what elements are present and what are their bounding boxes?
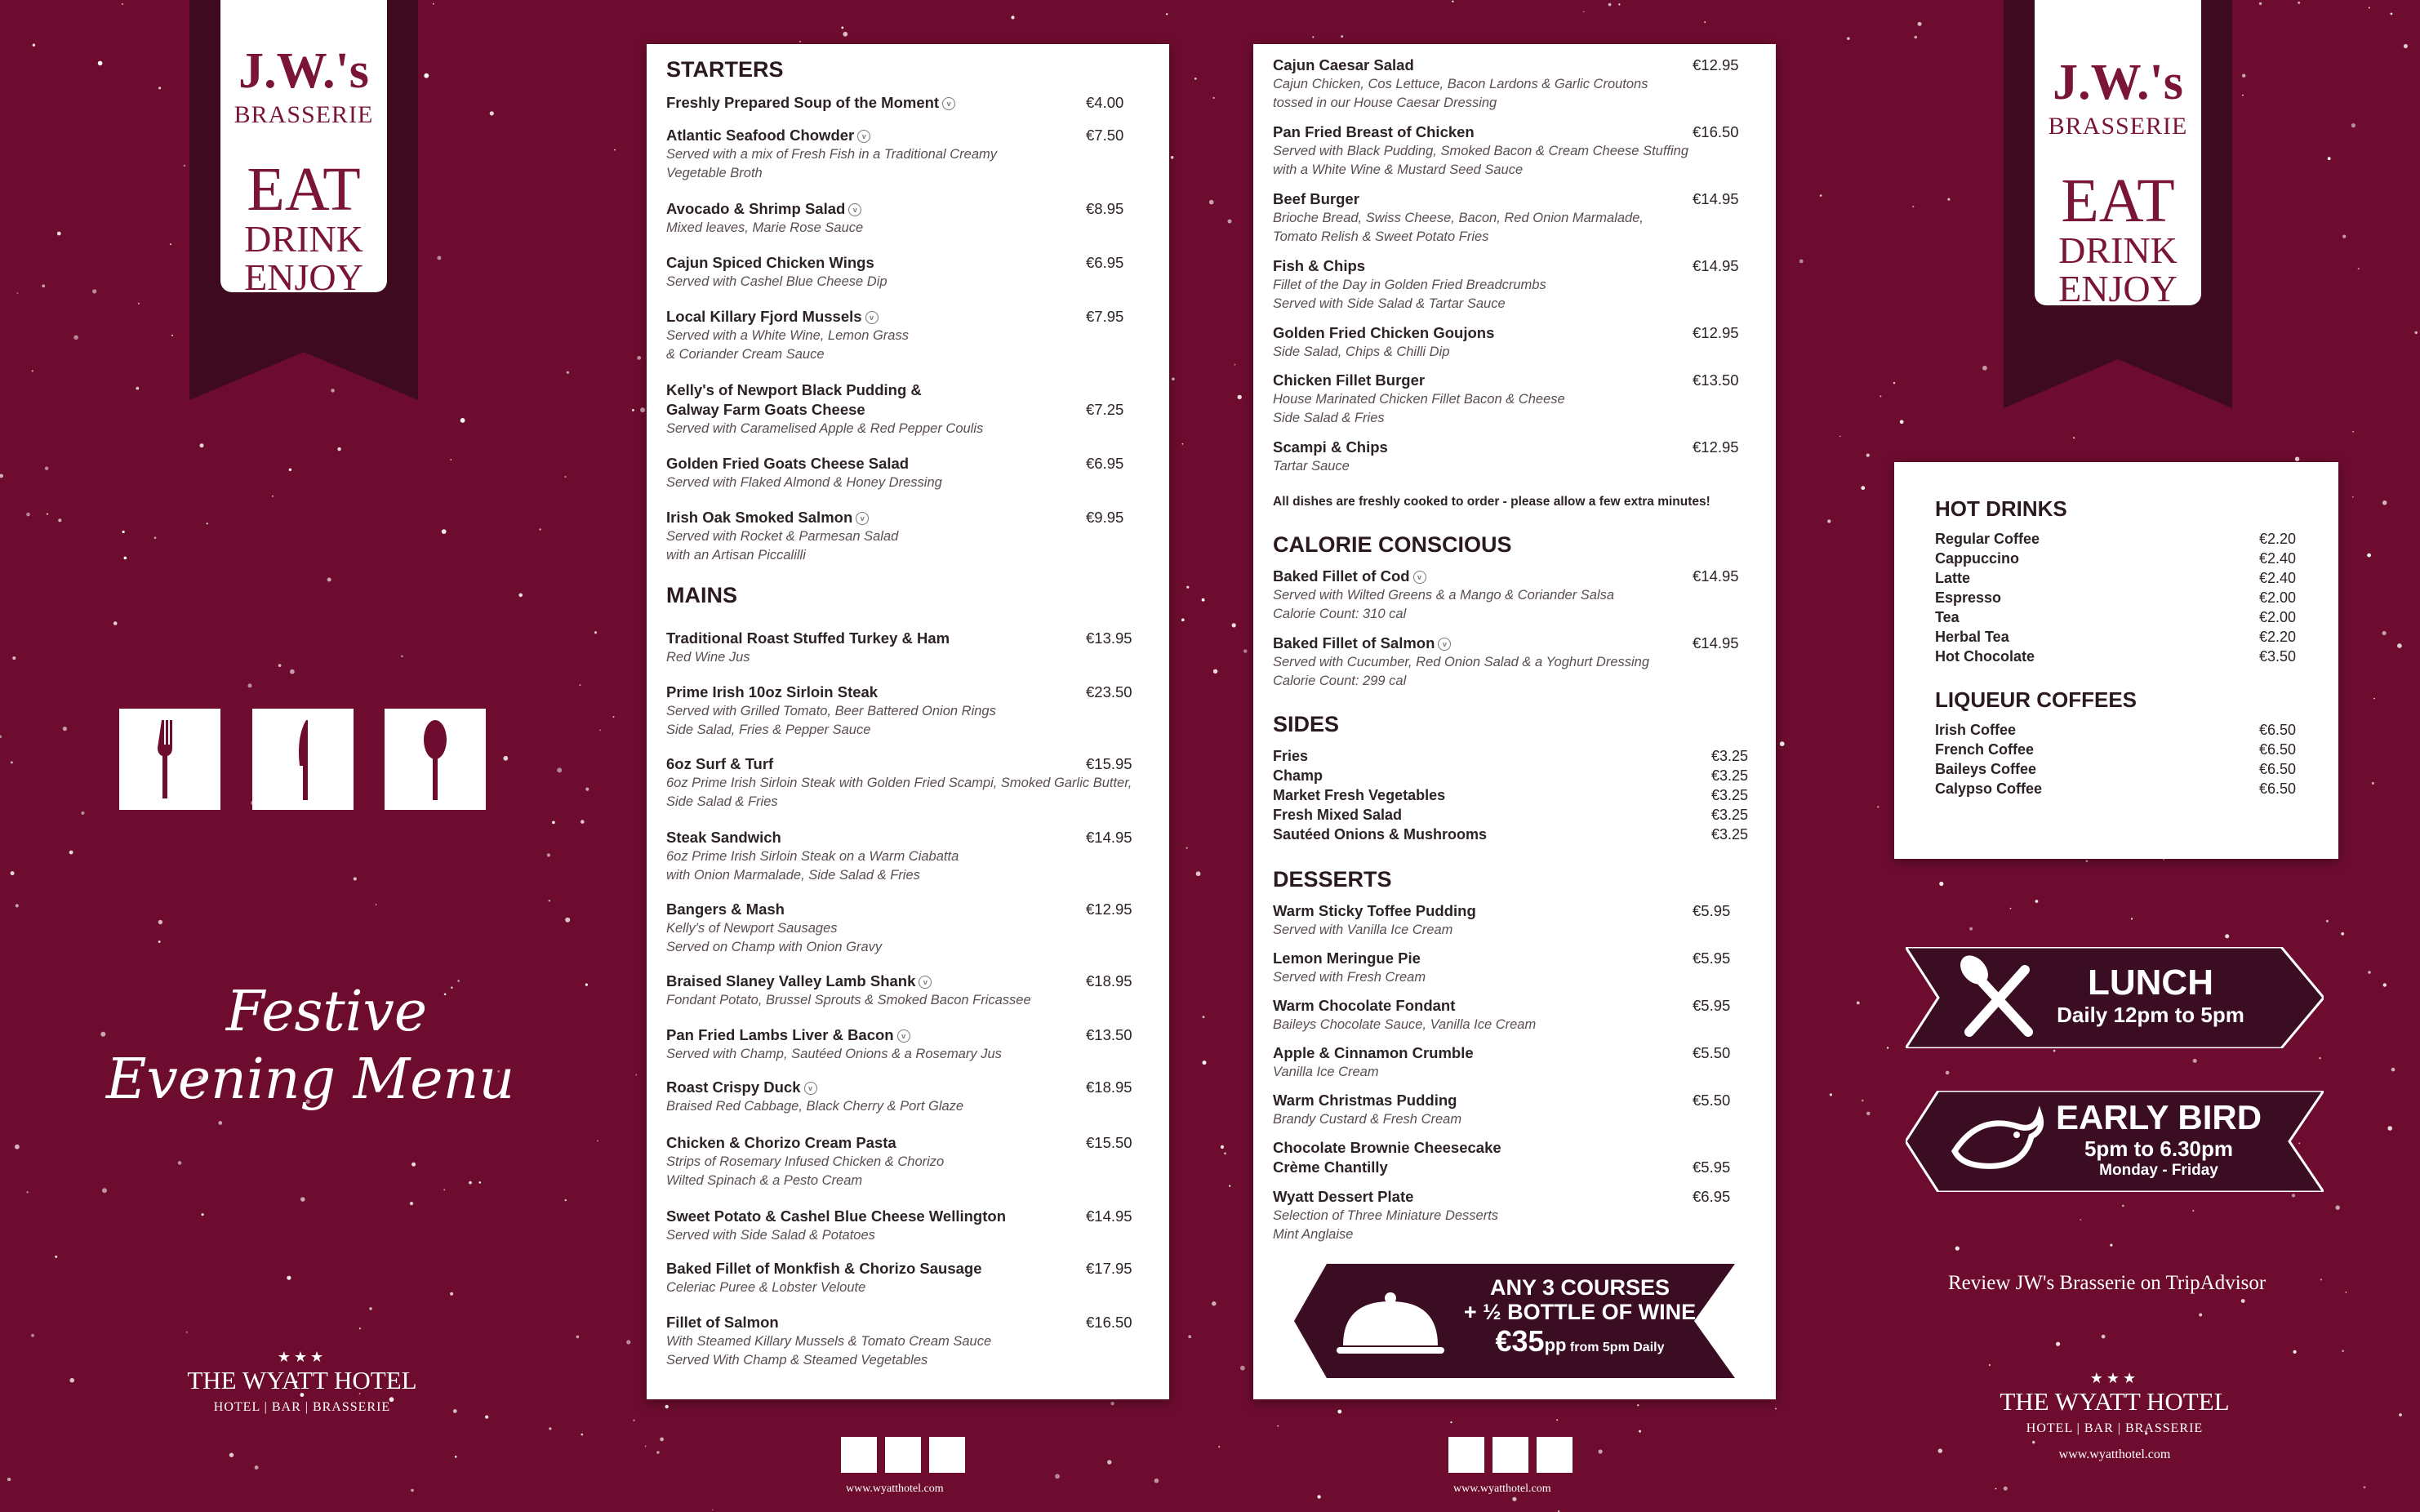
section-title-mains: MAINS — [666, 583, 737, 607]
item-description: Served with Cashel Blue Cheese Dip — [666, 274, 887, 289]
item-description: Mixed leaves, Marie Rose Sauce — [666, 220, 864, 235]
item-name: Atlantic Seafood Chowder v — [666, 126, 1150, 145]
item-description: & Coriander Cream Sauce — [666, 347, 825, 362]
footer-icons-right — [1448, 1437, 1573, 1473]
item-description: Served with Flaked Almond & Honey Dressing — [666, 475, 942, 490]
brand-card — [220, 0, 387, 298]
item-name: Local Killary Fjord Mussels v — [666, 307, 1150, 327]
menu-item — [666, 1078, 1150, 1116]
section-title-hot-drinks: HOT DRINKS — [1935, 496, 2067, 521]
menu-item — [1273, 189, 1756, 247]
menu-item — [666, 972, 1150, 1010]
vegetarian-icon: v — [942, 97, 955, 110]
row-name: Cappuccino — [1935, 550, 2020, 567]
tripadvisor-link[interactable]: Review JW's Brasserie on TripAdvisor — [1948, 1272, 2267, 1294]
menu-item — [666, 754, 1150, 812]
item-name: Cajun Spiced Chicken Wings — [666, 254, 874, 271]
item-name: Traditional Roast Stuffed Turkey & Ham — [666, 629, 950, 647]
item-price: €23.50 — [1086, 683, 1132, 700]
menu-item — [1273, 371, 1756, 428]
item-price: €5.95 — [1693, 949, 1731, 967]
item-description: 6oz Prime Irish Sirloin Steak with Golden Fried Scampi, Smoked Garlic Butter, — [666, 776, 1132, 790]
fork-icon — [841, 1437, 877, 1473]
menu-item — [666, 126, 1150, 183]
row-name: Calypso Coffee — [1935, 780, 2043, 797]
item-name: Galway Farm Goats Cheese — [666, 401, 865, 418]
hotel-url[interactable]: www.wyatthotel.com — [2058, 1448, 2171, 1461]
item-description: Served with Caramelised Apple & Red Pepper Coulis — [666, 421, 984, 436]
row-name: Fries — [1273, 748, 1309, 764]
vegetarian-icon: v — [919, 976, 932, 989]
menu-item — [666, 900, 1150, 957]
row-price: €6.50 — [2258, 780, 2296, 797]
item-price: €12.95 — [1693, 56, 1739, 73]
row-name: French Coffee — [1935, 741, 2035, 758]
menu-item — [1273, 122, 1756, 180]
menu-panel-drinks — [1894, 462, 2338, 859]
lunch-title: LUNCH — [2088, 963, 2213, 1003]
item-description: Tartar Sauce — [1273, 459, 1350, 474]
item-name: Baked Fillet of Salmon v — [1273, 634, 1756, 653]
item-name: Golden Fried Chicken Goujons — [1273, 324, 1495, 341]
item-name: Beef Burger — [1273, 190, 1359, 207]
item-name: Scampi & Chips — [1273, 438, 1388, 456]
item-name: Apple & Cinnamon Crumble — [1273, 1044, 1474, 1061]
item-description: Served with Champ, Sautéed Onions & a Rosemary Jus — [666, 1047, 1002, 1061]
section-title-calorie: CALORIE CONSCIOUS — [1273, 532, 1512, 557]
row-name: Irish Coffee — [1935, 722, 2017, 738]
menu-item — [1273, 634, 1756, 691]
offer-line1: ANY 3 COURSES — [1489, 1275, 1670, 1300]
price-row — [1935, 740, 2296, 759]
menu-item — [666, 1133, 1150, 1190]
item-description: Side Salad & Fries — [666, 794, 778, 809]
hotel-sub: HOTEL | BAR | BRASSERIE — [213, 1400, 391, 1414]
menu-item — [1273, 1138, 1756, 1177]
early-title: EARLY BIRD — [2055, 1098, 2262, 1136]
brand-enjoy: ENJOY — [244, 256, 363, 298]
item-name: Prime Irish 10oz Sirloin Steak — [666, 683, 879, 700]
item-description: Strips of Rosemary Infused Chicken & Chorizo — [666, 1154, 945, 1169]
row-name: Herbal Tea — [1935, 629, 2009, 645]
price-row — [1273, 785, 1748, 805]
brand-enjoy: ENJOY — [2058, 267, 2178, 309]
row-price: €3.25 — [1710, 807, 1748, 823]
item-name: Avocado & Shrimp Salad v — [666, 199, 1150, 219]
row-name: Baileys Coffee — [1935, 761, 2037, 777]
item-price: €16.50 — [1086, 1314, 1132, 1331]
brand-drink: DRINK — [244, 218, 363, 260]
item-price: €12.95 — [1693, 324, 1739, 341]
price-row — [1935, 779, 2296, 798]
item-price: €17.95 — [1086, 1260, 1132, 1277]
item-name: Roast Crispy Duck v — [666, 1078, 1150, 1097]
section-title-starters: STARTERS — [666, 57, 784, 82]
menu-item — [1273, 1187, 1756, 1244]
item-name: Golden Fried Goats Cheese Salad — [666, 455, 910, 472]
item-price: €5.50 — [1693, 1044, 1731, 1061]
menu-item — [1273, 901, 1756, 940]
item-name: 6oz Surf & Turf — [666, 755, 774, 772]
menu-item — [1273, 256, 1756, 314]
row-price: €2.00 — [2258, 609, 2296, 625]
item-name: Baked Fillet of Cod v — [1273, 567, 1756, 586]
footer-icons-left — [841, 1437, 965, 1473]
menu-item — [1273, 56, 1756, 113]
row-name: Fresh Mixed Salad — [1273, 807, 1403, 823]
menu-item — [1273, 1043, 1756, 1082]
brand-subtitle: BRASSERIE — [234, 101, 374, 128]
item-price: €14.95 — [1086, 1207, 1132, 1225]
festive-line1: Festive — [225, 980, 428, 1044]
item-description: Served with Fresh Cream — [1273, 970, 1426, 985]
item-description: Brioche Bread, Swiss Cheese, Bacon, Red Onion Marmalade, — [1273, 211, 1644, 225]
brand-drink: DRINK — [2058, 229, 2178, 271]
row-name: Hot Chocolate — [1935, 648, 2035, 665]
price-row — [1935, 529, 2296, 549]
bird-icon — [1938, 1091, 2053, 1192]
item-price: €14.95 — [1693, 634, 1739, 651]
row-name: Regular Coffee — [1935, 531, 2040, 547]
item-name: Steak Sandwich — [666, 829, 781, 846]
item-description: Fillet of the Day in Golden Fried Breadcrumbs — [1273, 278, 1546, 292]
menu-item — [1273, 1091, 1756, 1129]
hotel-name: THE WYATT HOTEL — [2000, 1387, 2230, 1416]
item-description: Side Salad, Chips & Chilli Dip — [1273, 345, 1450, 359]
row-price: €6.50 — [2258, 761, 2296, 777]
festive-line2: Evening Menu — [105, 1047, 515, 1112]
vegetarian-icon: v — [865, 311, 879, 324]
brand-eat: EAT — [247, 155, 361, 224]
row-price: €3.50 — [2258, 648, 2296, 665]
item-name: Lemon Meringue Pie — [1273, 949, 1421, 967]
menu-item — [666, 828, 1150, 885]
row-price: €6.50 — [2258, 722, 2296, 738]
item-name: Kelly's of Newport Black Pudding & — [666, 381, 922, 398]
item-price: €16.50 — [1693, 123, 1739, 140]
item-description: Cajun Chicken, Cos Lettuce, Bacon Lardons & Garlic Croutons — [1273, 77, 1648, 91]
item-description: Served with Side Salad & Potatoes — [666, 1228, 875, 1243]
item-name: Chicken & Chorizo Cream Pasta — [666, 1134, 896, 1151]
knife-icon — [1492, 1437, 1528, 1473]
early-days: Monday - Friday — [2099, 1162, 2218, 1179]
menu-panel-more — [1253, 44, 1776, 1399]
item-description: Baileys Chocolate Sauce, Vanilla Ice Cream — [1273, 1017, 1537, 1032]
price-row — [1935, 647, 2296, 666]
section-title-liqueur: LIQUEUR COFFEES — [1935, 687, 2138, 712]
brand-name: J.W.'s — [238, 43, 369, 99]
footer-url-left[interactable]: www.wyatthotel.com — [846, 1483, 944, 1495]
item-description: with an Artisan Piccalilli — [666, 548, 806, 563]
vegetarian-icon: v — [857, 130, 870, 143]
item-name: Crème Chantilly — [1273, 1158, 1388, 1176]
offer-banner — [1294, 1264, 1735, 1378]
offer-from: from 5pm Daily — [1569, 1341, 1665, 1354]
notice-text: All dishes are freshly cooked to order - please allow a few extra minutes! — [1273, 495, 1710, 509]
menu-item — [666, 454, 1150, 492]
item-name: Chocolate Brownie Cheesecake — [1273, 1139, 1501, 1156]
item-description: Celeriac Puree & Lobster Veloute — [666, 1280, 866, 1295]
item-description: Wilted Spinach & a Pesto Cream — [666, 1173, 863, 1188]
item-name: Sweet Potato & Cashel Blue Cheese Wellington — [666, 1207, 1006, 1225]
menu-item — [1273, 438, 1756, 476]
item-description: Served with Wilted Greens & a Mango & Coriander Salsa — [1273, 588, 1615, 603]
item-description: Served with Grilled Tomato, Beer Battered Onion Rings — [666, 704, 996, 718]
item-name: Fillet of Salmon — [666, 1314, 779, 1331]
item-name: Irish Oak Smoked Salmon v — [666, 508, 1150, 527]
item-name: Wyatt Dessert Plate — [1273, 1188, 1414, 1205]
item-price: €15.50 — [1086, 1134, 1132, 1151]
row-price: €2.40 — [2258, 550, 2296, 567]
row-name: Sautéed Onions & Mushrooms — [1273, 826, 1488, 843]
item-description: Served with Vanilla Ice Cream — [1273, 923, 1453, 937]
section-title-sides: SIDES — [1273, 712, 1340, 736]
vegetarian-icon: v — [1438, 638, 1451, 651]
item-description: Served with Rocket & Parmesan Salad — [666, 529, 899, 544]
item-description: tossed in our House Caesar Dressing — [1273, 96, 1497, 110]
early-sub: 5pm to 6.30pm — [2084, 1136, 2234, 1161]
offer-price: €35 — [1495, 1324, 1545, 1358]
item-price: €18.95 — [1086, 972, 1132, 989]
item-description: Selection of Three Miniature Desserts — [1273, 1208, 1499, 1223]
brand-eat: EAT — [2061, 167, 2175, 235]
row-price: €6.50 — [2258, 741, 2296, 758]
item-name: Chicken Fillet Burger — [1273, 371, 1426, 389]
price-row — [1273, 766, 1748, 785]
early-bird-banner — [1906, 1091, 2324, 1192]
item-price: €6.95 — [1693, 1188, 1731, 1205]
row-price: €3.25 — [1710, 767, 1748, 784]
knife-icon — [885, 1437, 921, 1473]
item-description: Served with Cucumber, Red Onion Salad & a Yoghurt Dressing — [1273, 655, 1650, 669]
hotel-logo-left — [155, 1349, 449, 1415]
item-name: Braised Slaney Valley Lamb Shank v — [666, 972, 1150, 991]
item-price: €12.95 — [1086, 901, 1132, 918]
item-price: €14.95 — [1693, 567, 1739, 585]
item-price: €6.95 — [1086, 455, 1124, 472]
price-row — [1935, 720, 2296, 740]
item-description: Calorie Count: 310 cal — [1273, 607, 1407, 621]
item-description: With Steamed Killary Mussels & Tomato Cream Sauce — [666, 1334, 992, 1349]
offer-pp: pp — [1544, 1335, 1567, 1355]
row-price: €2.40 — [2258, 570, 2296, 586]
row-price: €2.20 — [2258, 629, 2296, 645]
hotel-stars: ★★★ — [2089, 1370, 2140, 1386]
vegetarian-icon: v — [848, 203, 861, 216]
offer-line2: + ½ BOTTLE OF WINE — [1463, 1300, 1697, 1324]
item-description: Served With Champ & Steamed Vegetables — [666, 1353, 928, 1367]
price-row — [1935, 627, 2296, 647]
item-price: €14.95 — [1693, 257, 1739, 274]
menu-item — [1273, 996, 1756, 1034]
item-description: Brandy Custard & Fresh Cream — [1273, 1112, 1462, 1127]
lunch-sub: Daily 12pm to 5pm — [2057, 1003, 2244, 1027]
price-row — [1935, 568, 2296, 588]
price-row — [1935, 549, 2296, 568]
price-row — [1935, 607, 2296, 627]
spoon-icon — [929, 1437, 965, 1473]
item-price: €7.50 — [1086, 127, 1124, 144]
item-description: Calorie Count: 299 cal — [1273, 674, 1407, 688]
menu-item — [1273, 323, 1756, 362]
brand-card — [2035, 0, 2201, 309]
item-name: Fish & Chips — [1273, 257, 1366, 274]
item-description: Tomato Relish & Sweet Potato Fries — [1273, 229, 1489, 244]
lunch-banner — [1906, 947, 2324, 1048]
item-description: Served with a mix of Fresh Fish in a Traditional Creamy — [666, 147, 997, 162]
row-price: €3.25 — [1710, 787, 1748, 803]
row-price: €3.25 — [1710, 826, 1748, 843]
menu-item — [666, 253, 1150, 291]
item-description: Served with Black Pudding, Smoked Bacon & Cream Cheese Stuffing — [1273, 144, 1689, 158]
item-price: €8.95 — [1086, 200, 1124, 217]
menu-item — [1273, 567, 1756, 624]
hotel-logo-right — [1968, 1370, 2262, 1462]
hotel-name: THE WYATT HOTEL — [187, 1366, 417, 1394]
vegetarian-icon: v — [897, 1029, 910, 1043]
item-description: Side Salad, Fries & Pepper Sauce — [666, 723, 871, 737]
hotel-sub: HOTEL | BAR | BRASSERIE — [2026, 1421, 2204, 1435]
item-description: Mint Anglaise — [1273, 1227, 1354, 1242]
item-name: Pan Fried Lambs Liver & Bacon v — [666, 1025, 1150, 1045]
fork-icon — [119, 709, 220, 810]
item-price: €14.95 — [1693, 190, 1739, 207]
item-description: Side Salad & Fries — [1273, 411, 1385, 425]
item-price: €5.50 — [1693, 1092, 1731, 1109]
item-price: €18.95 — [1086, 1078, 1132, 1096]
item-description: Vegetable Broth — [666, 166, 763, 180]
item-name: Bangers & Mash — [666, 901, 785, 918]
menu-item — [666, 683, 1150, 740]
item-name: Warm Christmas Pudding — [1273, 1092, 1457, 1109]
menu-item — [666, 93, 1150, 113]
item-price: €9.95 — [1086, 509, 1124, 526]
brand-subtitle: BRASSERIE — [2048, 113, 2188, 140]
row-name: Espresso — [1935, 589, 2002, 606]
menu-item — [666, 1259, 1150, 1297]
item-description: Red Wine Jus — [666, 650, 750, 665]
menu-item — [666, 1025, 1150, 1064]
item-name: Baked Fillet of Monkfish & Chorizo Sausage — [666, 1260, 982, 1277]
menu-item — [666, 508, 1150, 565]
menu-item — [666, 1313, 1150, 1370]
spoon-icon — [1537, 1437, 1573, 1473]
item-description: Braised Red Cabbage, Black Cherry & Port Glaze — [666, 1099, 964, 1114]
fork-icon — [1448, 1437, 1484, 1473]
menu-item — [666, 199, 1150, 238]
item-description: with Onion Marmalade, Side Salad & Fries — [666, 868, 920, 883]
item-price: €13.50 — [1693, 371, 1739, 389]
vegetarian-icon: v — [1413, 571, 1426, 584]
row-price: €2.20 — [2258, 531, 2296, 547]
menu-item — [666, 629, 1150, 667]
knife-icon — [252, 709, 354, 810]
item-description: 6oz Prime Irish Sirloin Steak on a Warm Ciabatta — [666, 849, 959, 864]
menu-item — [1273, 949, 1756, 987]
item-name: Freshly Prepared Soup of the Moment v — [666, 93, 1150, 113]
menu-item — [666, 380, 1150, 438]
row-name: Tea — [1935, 609, 1960, 625]
item-price: €5.95 — [1693, 902, 1731, 919]
festive-title — [65, 980, 555, 1112]
item-price: €4.00 — [1086, 94, 1124, 111]
vegetarian-icon: v — [804, 1082, 817, 1095]
price-row — [1935, 588, 2296, 607]
footer-url-right[interactable]: www.wyatthotel.com — [1453, 1483, 1551, 1495]
item-price: €5.95 — [1693, 1158, 1731, 1176]
item-description: House Marinated Chicken Fillet Bacon & Cheese — [1273, 392, 1565, 407]
item-price: €5.95 — [1693, 997, 1731, 1014]
item-price: €7.95 — [1086, 308, 1124, 325]
item-description: Fondant Potato, Brussel Sprouts & Smoked Bacon Fricassee — [666, 993, 1031, 1007]
item-price: €13.95 — [1086, 629, 1132, 647]
menu-item — [666, 307, 1150, 364]
row-name: Latte — [1935, 570, 1971, 586]
item-price: €6.95 — [1086, 254, 1124, 271]
item-name: Cajun Caesar Salad — [1273, 56, 1414, 73]
item-price: €15.95 — [1086, 755, 1132, 772]
price-row — [1273, 805, 1748, 825]
price-row — [1273, 825, 1748, 844]
price-row — [1273, 746, 1748, 766]
price-row — [1935, 759, 2296, 779]
item-description: Served with a White Wine, Lemon Grass — [666, 328, 909, 343]
row-name: Market Fresh Vegetables — [1273, 787, 1446, 803]
menu-panel-starters-mains — [647, 44, 1169, 1399]
menu-item — [666, 1207, 1150, 1245]
item-description: Served with Side Salad & Tartar Sauce — [1273, 296, 1506, 311]
hotel-stars: ★★★ — [277, 1349, 327, 1365]
item-price: €7.25 — [1086, 401, 1124, 418]
vegetarian-icon: v — [856, 512, 869, 525]
brand-name: J.W.'s — [2053, 55, 2183, 110]
item-price: €14.95 — [1086, 829, 1132, 846]
item-description: Vanilla Ice Cream — [1273, 1065, 1379, 1079]
row-price: €2.00 — [2258, 589, 2296, 606]
row-name: Champ — [1273, 767, 1323, 784]
item-name: Warm Chocolate Fondant — [1273, 997, 1456, 1014]
item-description: with a White Wine & Mustard Seed Sauce — [1273, 162, 1524, 177]
item-description: Kelly's of Newport Sausages — [666, 921, 838, 936]
item-name: Warm Sticky Toffee Pudding — [1273, 902, 1476, 919]
item-price: €12.95 — [1693, 438, 1739, 456]
item-name: Pan Fried Breast of Chicken — [1273, 123, 1475, 140]
spoon-icon — [385, 709, 486, 810]
item-price: €13.50 — [1086, 1026, 1132, 1043]
row-price: €3.25 — [1710, 748, 1748, 764]
item-description: Served on Champ with Onion Gravy — [666, 940, 883, 954]
section-title-desserts: DESSERTS — [1273, 867, 1392, 892]
